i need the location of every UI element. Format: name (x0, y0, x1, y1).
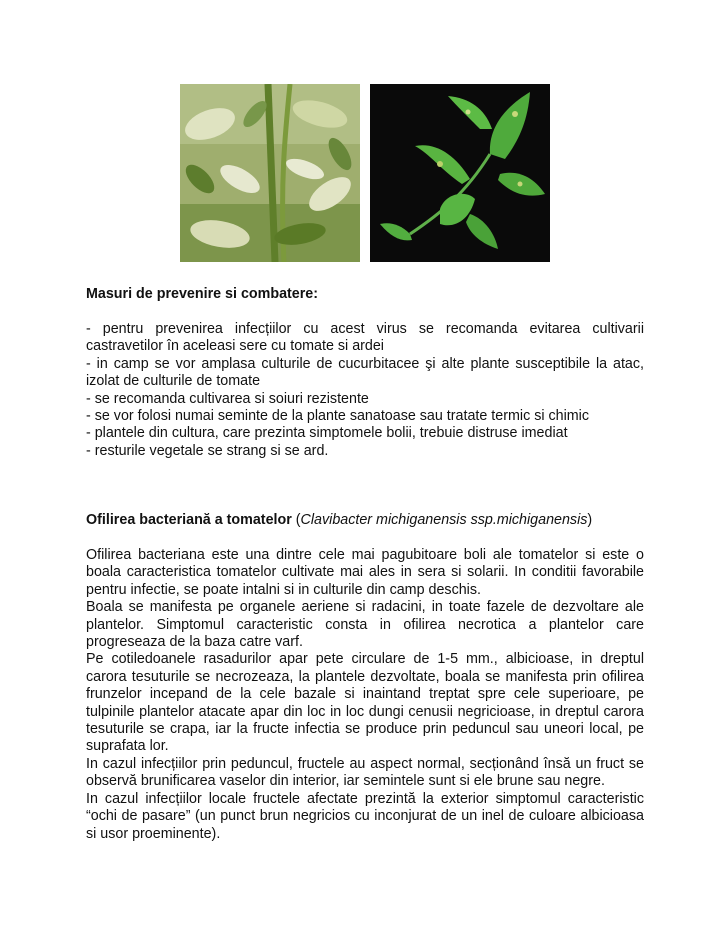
list-item: - resturile vegetale se strang si se ard. (86, 442, 329, 459)
paragraph: Ofilirea bacteriana este una dintre cele mai pagubitoare boli ale tomatelor si este o boala caracteristica tomatelor cultivate mai ales in sera si solarii. In conditii favorabile pentru infectie, se poate intalni si in culturile din camp deschis. (86, 547, 644, 598)
tomato-leaf-photo (370, 84, 550, 262)
bacterial-wilt-description (86, 547, 644, 843)
heading-title: Ofilirea bacteriană a tomatelor (86, 512, 292, 528)
list-item: - plantele din cultura, care prezinta simptomele bolii, trebuie distruse imediat (86, 425, 568, 442)
list-item: - se recomanda cultivarea si soiuri rezistente (86, 390, 369, 407)
paragraph: In cazul infecțiilor locale fructele afectate prezintă la exterior simptomul caracteristic “ochi de pasare” (un punct brun negricios cu inconjurat de un inel de culoare albicioasa si usor proeminente). (86, 790, 644, 842)
prevention-measures-list (86, 321, 644, 460)
list-item: - se vor folosi numai seminte de la plante sanatoase sau tratate termic si chimic (86, 408, 590, 425)
paragraph: Pe cotiledoanele rasadurilor apar pete circulare de 1-5 mm., albicioase, in dreptul carora tesuturile se necrozeaza, la plantele dezvoltate, boala se manifesta prin ofilirea frunzelor incepand de la cele bazale si inaintand treptat spre cele superioare, pe tulpinile plantelor atacate apar din loc in loc dungi cenusii negricioase, in dreptul carora tesuturile se crapa, iar la fructe infectia se produce prin peduncul sau uneori local, pe suprafata lor. (86, 651, 644, 755)
tomato-plant-photo (180, 84, 360, 262)
section-heading-prevention: Masuri de prevenire si combatere: (86, 286, 319, 302)
heading-open-paren: ( (295, 512, 301, 528)
heading-latin-name: Clavibacter michiganensis ssp.michiganensis (300, 512, 588, 528)
section-heading-bacterial-wilt (86, 512, 644, 529)
paragraph: Boala se manifesta pe organele aeriene si radacini, in toate fazele de dezvoltare ale plantelor. Simptomul caracteristic consta in ofilirea necrotica a plantelor care progreseaza de la baza catre varf. (86, 599, 644, 651)
list-item: - in camp se vor amplasa culturile de cucurbitacee şi alte plante susceptibile la atac, izolat de culturile de tomate (86, 355, 644, 390)
heading-close-paren: ) (587, 512, 593, 528)
paragraph: In cazul infecțiilor prin peduncul, fructele au aspect normal, secționând însă un fruct se observă brunificarea vaselor din interior, iar semintele sunt si ele brune sau negre. (86, 755, 644, 790)
list-item: - pentru prevenirea infecțiilor cu acest virus se recomanda evitarea cultivarii castravetilor în aceleasi sere cu tomate si ardei (86, 321, 644, 355)
